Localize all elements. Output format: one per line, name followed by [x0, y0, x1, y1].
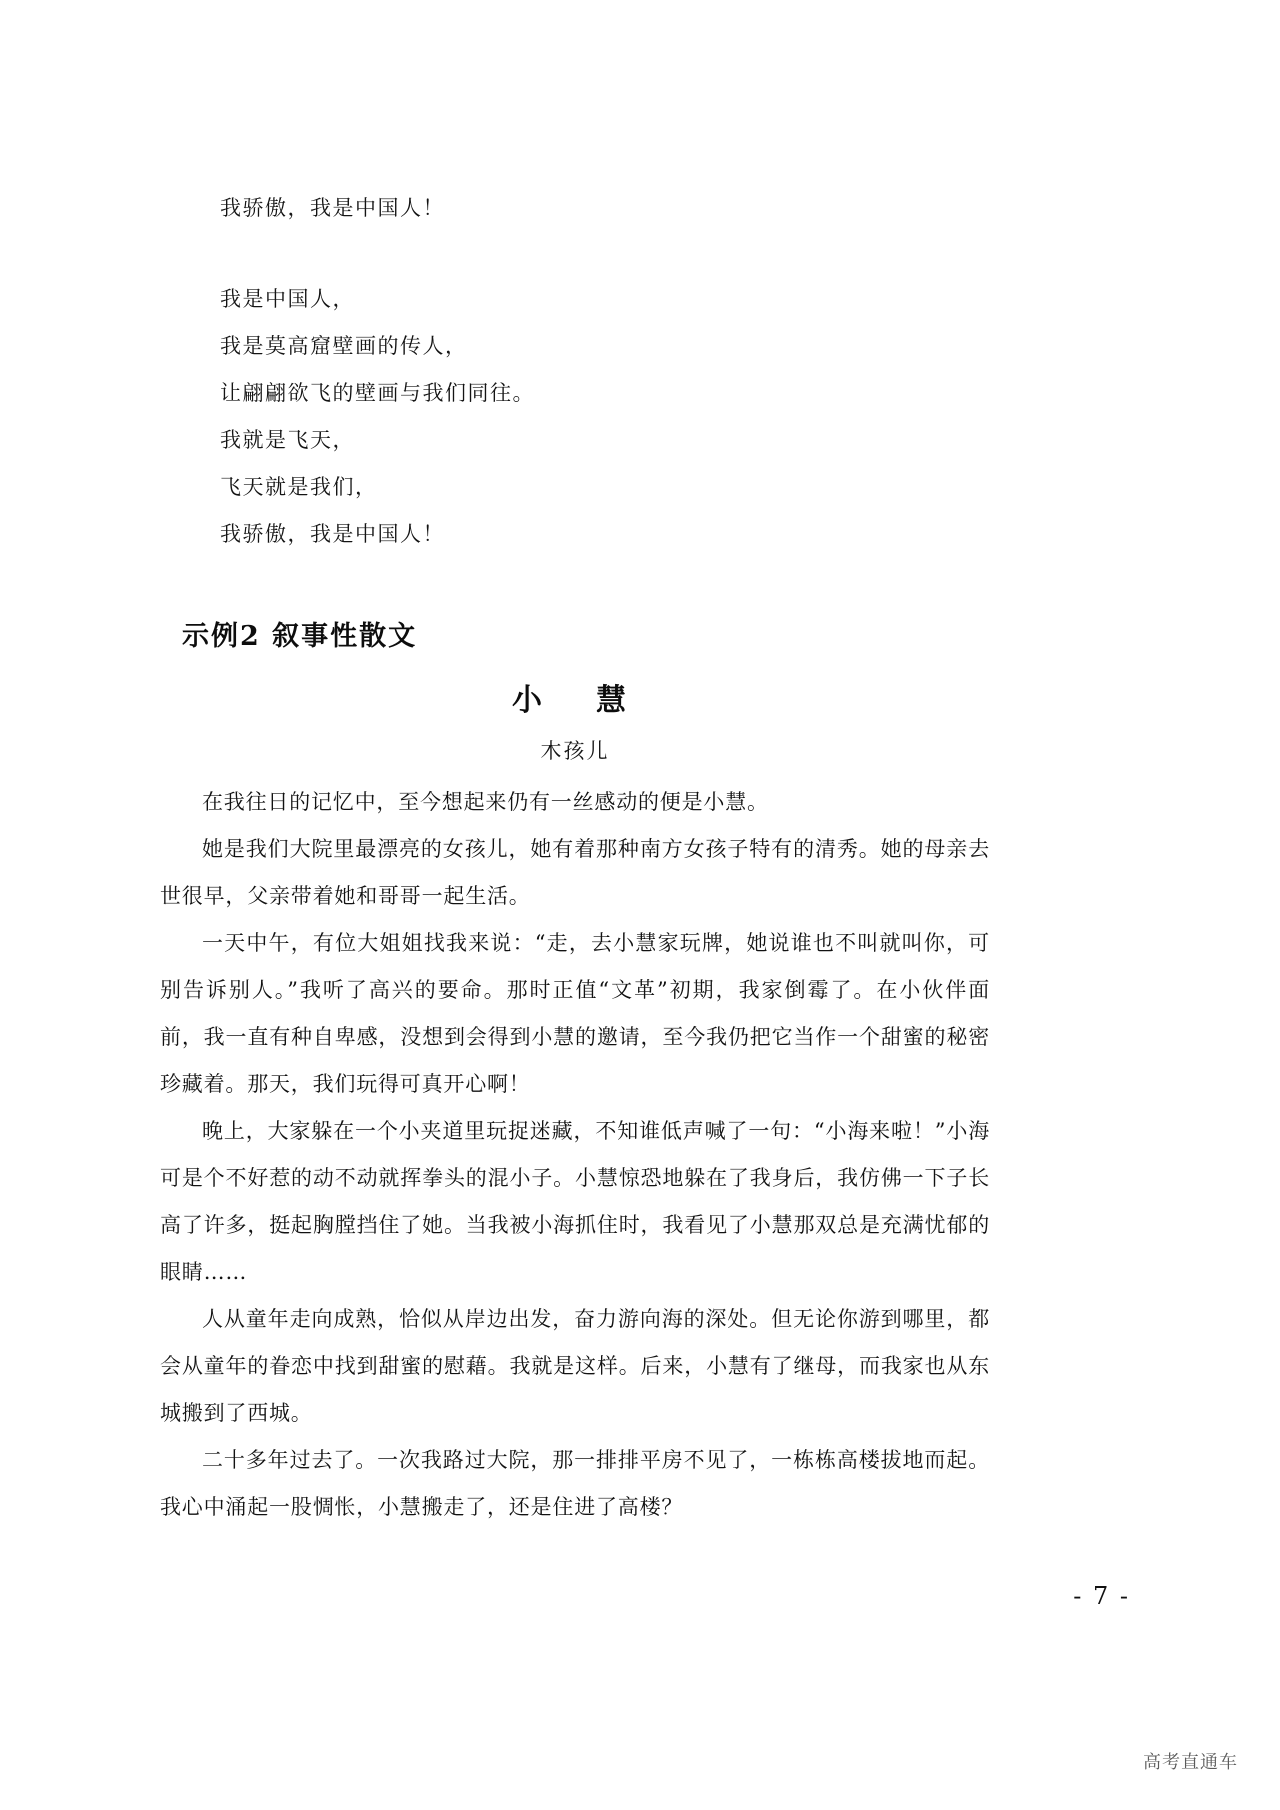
poem-line: 我是中国人，	[220, 287, 355, 311]
stanza-spacer	[160, 232, 990, 276]
essay-body	[160, 779, 990, 1531]
paragraph: 在我往日的记忆中，至今想起来仍有一丝感动的便是小慧。	[202, 790, 769, 814]
paragraph: 一天中午，有位大姐姐找我来说：“走，去小慧家玩牌，她说谁也不叫就叫你，可别告诉别人。”我听了高兴的要命。那时正值“文革”初期，我家倒霉了。在小伙伴面前，我一直有种自卑感，没想到会得到小慧的邀请，至今我仍把它当作一个甜蜜的秘密珍藏着。那天，我们玩得可真开心啊！	[160, 931, 990, 1096]
paragraph: 晚上，大家躲在一个小夹道里玩捉迷藏，不知谁低声喊了一句：“小海来啦！”小海可是个不好惹的动不动就挥拳头的混小子。小慧惊恐地躲在了我身后，我仿佛一下子长高了许多，挺起胸膛挡住了她。当我被小海抓住时，我看见了小慧那双总是充满忧郁的眼睛……	[160, 1119, 990, 1284]
poem-line: 我骄傲，我是中国人！	[220, 196, 445, 220]
essay-author: 木孩儿	[540, 739, 610, 763]
poem-line: 我是莫高窟壁画的传人，	[220, 334, 468, 358]
watermark: 高考直通车	[1143, 1752, 1238, 1773]
poem-line: 飞天就是我们，	[220, 475, 378, 499]
poem-stanza-one	[160, 185, 990, 232]
poem-line: 我就是飞天，	[220, 428, 355, 452]
essay-title: 小 慧	[512, 683, 638, 718]
paragraph: 二十多年过去了。一次我路过大院，那一排排平房不见了，一栋栋高楼拔地而起。我心中涌起一股惆怅，小慧搬走了，还是住进了高楼？	[160, 1448, 990, 1519]
page-content	[160, 185, 990, 1531]
poem-stanza-two	[160, 276, 990, 558]
paragraph: 人从童年走向成熟，恰似从岸边出发，奋力游向海的深处。但无论你游到哪里，都会从童年的眷恋中找到甜蜜的慰藉。我就是这样。后来，小慧有了继母，而我家也从东城搬到了西城。	[160, 1307, 990, 1425]
paragraph: 她是我们大院里最漂亮的女孩儿，她有着那种南方女孩子特有的清秀。她的母亲去世很早，父亲带着她和哥哥一起生活。	[160, 837, 990, 908]
section-heading: 示例2 叙事性散文	[182, 621, 418, 652]
page-number: - 7 -	[1073, 1582, 1130, 1610]
poem-line: 让翩翩欲飞的壁画与我们同往。	[220, 381, 535, 405]
poem-line: 我骄傲，我是中国人！	[220, 522, 445, 546]
